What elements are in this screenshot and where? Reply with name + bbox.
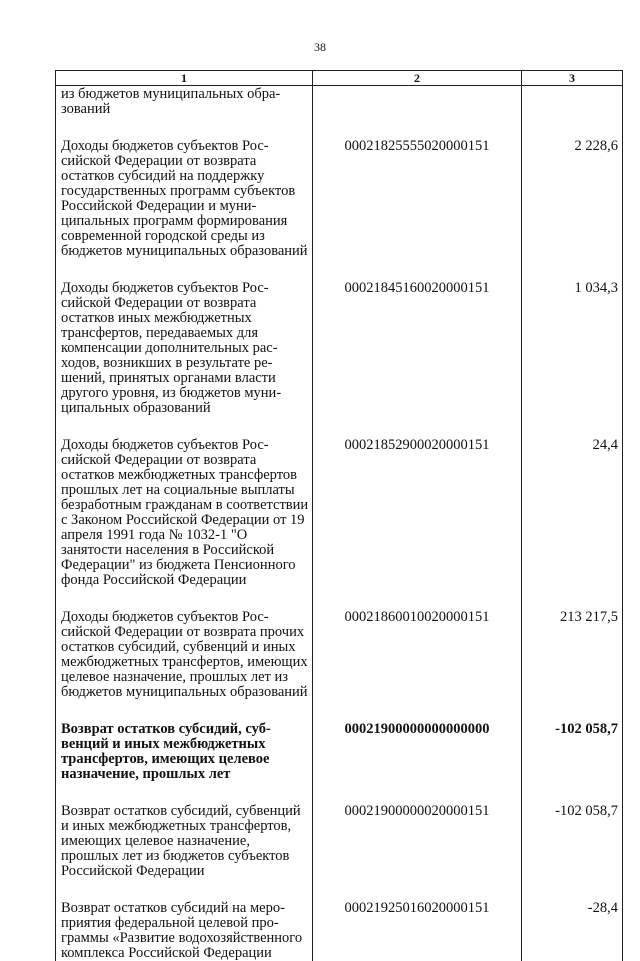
- row-name: Доходы бюджетов субъектов Российской Федерации от возврата прочих остатков субсидий, субвенций и иных межбюджетных трансфертов, имеющих целевое назначение, прошлых лет из бюджетов муниципальных образований: [56, 610, 313, 700]
- row-amount: -28,4: [522, 901, 623, 961]
- row-code: [313, 86, 522, 118]
- table-row: [56, 610, 623, 700]
- row-name: Доходы бюджетов субъектов Российской Федерации от возврата остатков субсидий на поддержку государственных программ субъектов Российской Федерации и муниципальных программ формирования современной городской среды из бюджетов муниципальных образований: [56, 139, 313, 259]
- row-amount: 213 217,5: [522, 610, 623, 700]
- row-amount: 24,4: [522, 438, 623, 588]
- table-row: [56, 281, 623, 416]
- table-row: [56, 139, 623, 259]
- column-header-1: 1: [56, 71, 313, 86]
- row-name: Доходы бюджетов субъектов Российской Федерации от возврата остатков межбюджетных трансфертов прошлых лет на социальные выплаты безработным гражданам в соответствии с Законом Российской Федерации от 19 апреля 1991 года № 1032-1 "О занятости населения в Российской Федерации" из бюджета Пенсионного фонда Российской Федерации: [56, 438, 313, 588]
- row-code: 00021845160020000151: [313, 281, 522, 416]
- row-name: Доходы бюджетов субъектов Российской Федерации от возврата остатков иных межбюджетных трансфертов, передаваемых для компенсации дополнительных расходов, возникших в результате решений, принятых органами власти другого уровня, из бюджетов муниципальных образований: [56, 281, 313, 416]
- row-code: 00021852900020000151: [313, 438, 522, 588]
- table-row: [56, 901, 623, 961]
- row-name: Возврат остатков субсидий, субвенций и иных межбюджетных трансфертов, имеющих целевое назначение, прошлых лет из бюджетов субъектов Российской Федерации: [56, 804, 313, 879]
- row-code: 00021925016020000151: [313, 901, 522, 961]
- row-name: Возврат остатков субсидий на мероприятия федеральной целевой программы «Развитие водохозяйственного комплекса Российской Федерации: [56, 901, 313, 961]
- row-code: 00021900000020000151: [313, 804, 522, 879]
- revenue-table: [55, 70, 623, 961]
- row-amount: -102 058,7: [522, 722, 623, 782]
- table-row: [56, 438, 623, 588]
- row-amount: 2 228,6: [522, 139, 623, 259]
- row-code: 00021825555020000151: [313, 139, 522, 259]
- column-header-2: 2: [313, 71, 522, 86]
- row-code: 00021900000000000000: [313, 722, 522, 782]
- row-amount: -102 058,7: [522, 804, 623, 879]
- table-row-bold: [56, 722, 623, 782]
- page-number: 38: [314, 40, 326, 54]
- row-name: из бюджетов муниципальных образований: [56, 86, 313, 118]
- table-row: [56, 86, 623, 118]
- column-header-3: 3: [522, 71, 623, 86]
- row-name: Возврат остатков субсидий, субвенций и иных межбюджетных трансфертов, имеющих целевое назначение, прошлых лет: [56, 722, 313, 782]
- table-row: [56, 804, 623, 879]
- table-header-row: [56, 71, 623, 86]
- row-code: 00021860010020000151: [313, 610, 522, 700]
- row-amount: 1 034,3: [522, 281, 623, 416]
- row-amount: [522, 86, 623, 118]
